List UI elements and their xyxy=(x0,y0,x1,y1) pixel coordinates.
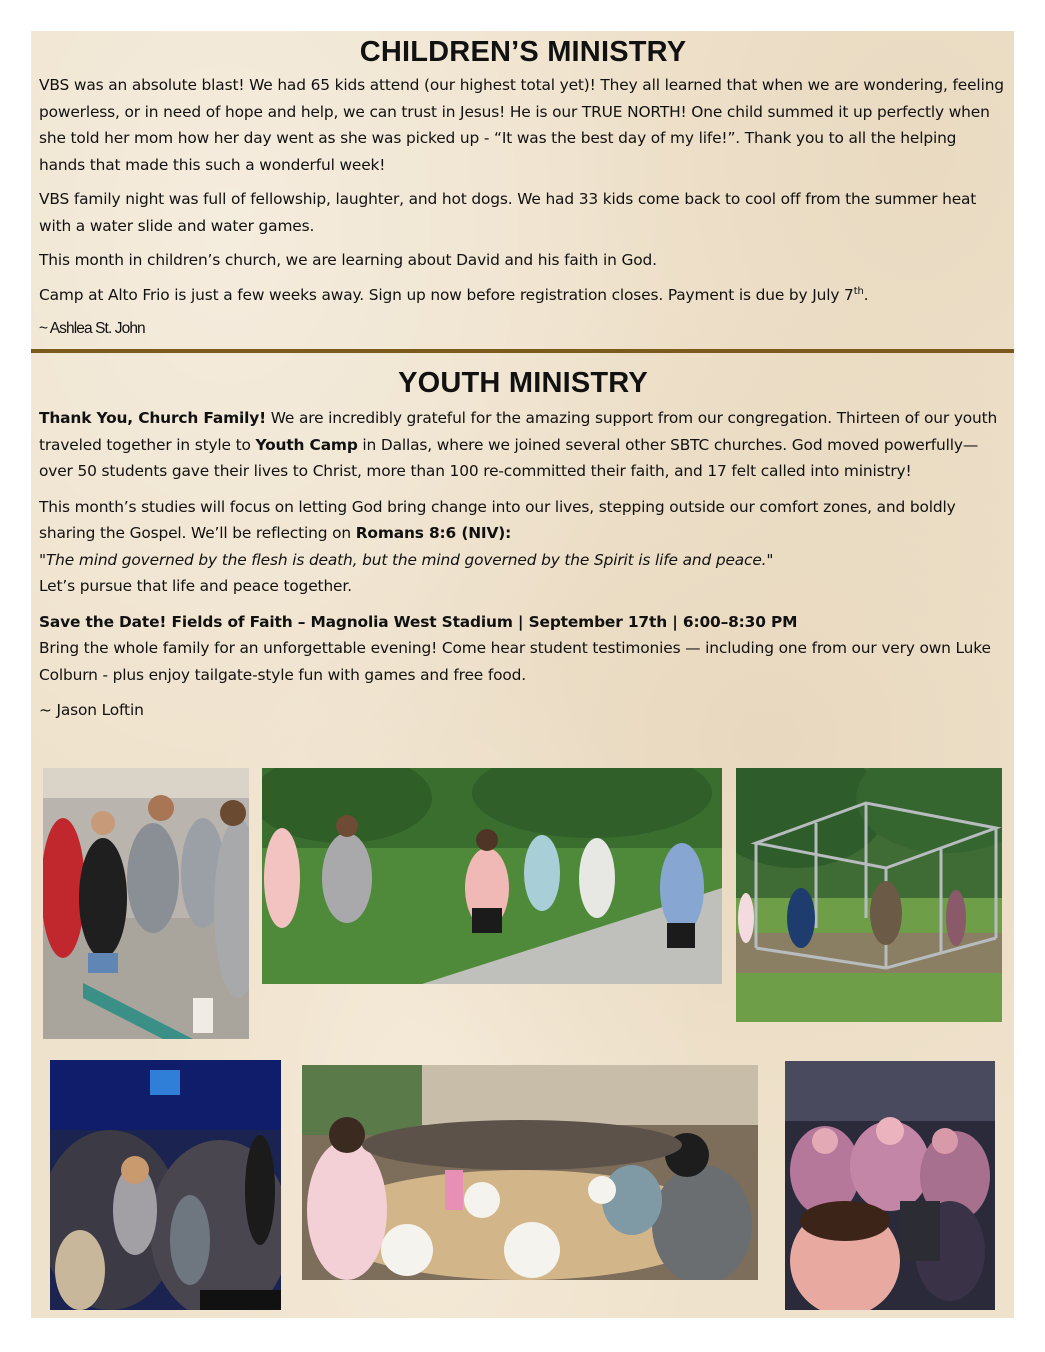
youth-paragraph-1-text-a: We are incredibly grateful for the amazing support from our congregation. Thirteen of our youth traveled together in style to xyxy=(39,409,998,454)
childrens-paragraph-4 xyxy=(39,282,1007,309)
youth-dinner-table-photo xyxy=(302,1065,758,1280)
childrens-signature: ~ Ashlea St. John xyxy=(39,320,145,337)
section-divider xyxy=(31,349,1014,353)
childrens-ministry-section xyxy=(39,36,1007,343)
youth-group-selfie-photo xyxy=(785,1061,995,1310)
youth-ministry-title: YOUTH MINISTRY xyxy=(398,367,648,399)
childrens-paragraph-1: VBS was an absolute blast! We had 65 kids attend (our highest total yet)! They all learned that when we are wondering, feeling powerless, or in need of hope and help, we can trust in Jesus! He is our TRUE NORTH! One child summed it up perfectly when she told her mom how her day went as she was picked up - “It was the best day of my life!”. Thank you to all the helping hands that made this such a wonderful week! xyxy=(39,76,1004,174)
scripture-reference: Romans 8:6 (NIV): xyxy=(355,524,512,542)
youth-frame-game-photo xyxy=(736,768,1002,1022)
camp-period: . xyxy=(863,285,869,304)
childrens-paragraph-3: This month in children’s church, we are learning about David and his faith in God. xyxy=(39,251,657,269)
childrens-paragraph-2: VBS family night was full of fellowship, laughter, and hot dogs. We had 33 kids come back to cool off from the summer heat with a water slide and water games. xyxy=(39,190,977,235)
youth-paragraph-1-text-b: in Dallas, where we joined several other SBTC churches. God moved powerfully—over 50 students gave their lives to Christ, more than 100 re-committed their faith, and 17 felt called into ministry! xyxy=(39,435,979,480)
thank-you-heading: Thank You, Church Family! xyxy=(39,409,266,427)
youth-dancing-photo xyxy=(43,768,249,1039)
youth-paragraph-3 xyxy=(39,609,1007,689)
youth-paragraph-2 xyxy=(39,494,1007,600)
camp-date-suffix: th xyxy=(853,285,864,297)
youth-ministry-section xyxy=(39,367,1007,724)
youth-paragraph-1 xyxy=(39,405,1007,485)
youth-paragraph-2-text: This month’s studies will focus on letting God bring change into our lives, stepping outside our comfort zones, and boldly sharing the Gospel. We’ll be reflecting on xyxy=(39,497,956,542)
camp-text: Camp at Alto Frio is just a few weeks away. Sign up now before registration closes. Payment is due by July 7 xyxy=(39,285,854,304)
youth-signature: ~ Jason Loftin xyxy=(39,701,144,719)
youth-camp-emphasis: Youth Camp xyxy=(255,435,358,454)
childrens-ministry-title: CHILDREN’S MINISTRY xyxy=(359,36,687,68)
youth-paragraph-2-end: Let’s pursue that life and peace together. xyxy=(39,577,352,595)
scripture-quote: "The mind governed by the flesh is death, but the mind governed by the Spirit is life and peace." xyxy=(39,550,774,569)
newsletter-page xyxy=(31,31,1014,1318)
save-the-date-heading: Save the Date! Fields of Faith – Magnolia West Stadium | September 17th | 6:00–8:30 PM xyxy=(39,612,798,631)
youth-worship-photo xyxy=(50,1060,281,1310)
fields-of-faith-text: Bring the whole family for an unforgettable evening! Come hear student testimonies — including one from our very own Luke Colburn - plus enjoy tailgate-style fun with games and free food. xyxy=(39,639,991,684)
youth-line-dance-photo xyxy=(262,768,722,984)
